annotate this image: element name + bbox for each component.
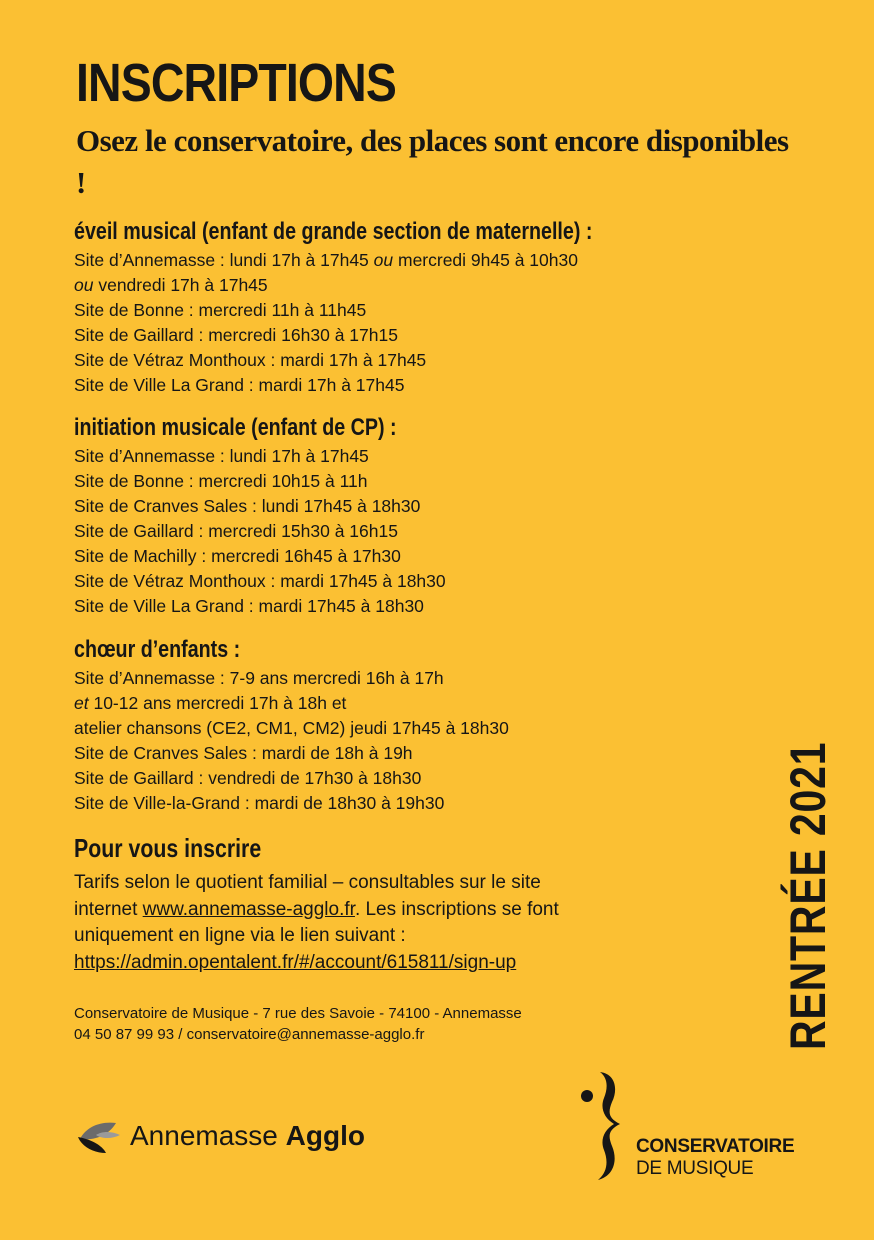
schedule-line: et 10-12 ans mercredi 17h à 18h et [74, 693, 347, 713]
schedule-line: ou vendredi 17h à 17h45 [74, 275, 268, 295]
annemasse-agglo-logo [76, 1117, 365, 1155]
conservatoire-wordmark-line1: CONSERVATOIRE [636, 1136, 795, 1157]
conservatoire-wordmark-line2: DE MUSIQUE [636, 1158, 754, 1179]
schedule-line: Site de Bonne : mercredi 11h à 11h45 [74, 300, 367, 320]
website-link[interactable]: www.annemasse-agglo.fr [142, 898, 355, 920]
schedule-line: Site d’Annemasse : 7-9 ans mercredi 16h à 17h [74, 668, 444, 688]
annemasse-leaf-icon [76, 1117, 122, 1155]
schedule-line: Site de Gaillard : mercredi 16h30 à 17h15 [74, 325, 398, 345]
vertical-label: RENTRÉE 2021 [780, 741, 836, 1050]
schedule-line: Site de Ville La Grand : mardi 17h45 à 18h30 [74, 596, 424, 616]
section-register [74, 834, 734, 976]
register-text [74, 950, 734, 977]
schedule-line: Site d’Annemasse : lundi 17h à 17h45 ou mercredi 9h45 à 10h30 [74, 250, 578, 270]
schedule-line: Site de Machilly : mercredi 16h45 à 17h30 [74, 546, 401, 566]
schedule-line: Site de Ville La Grand : mardi 17h à 17h45 [74, 375, 405, 395]
annemasse-agglo-wordmark: Annemasse Agglo [130, 1120, 365, 1151]
section-heading: initiation musicale (enfant de CP) : [74, 414, 397, 441]
section-eveil-musical [74, 218, 714, 398]
schedule-line: Site de Bonne : mercredi 10h15 à 11h [74, 471, 368, 491]
schedule-line: atelier chansons (CE2, CM1, CM2) jeudi 17h45 à 18h30 [74, 718, 509, 738]
schedule-line: Site de Vétraz Monthoux : mardi 17h à 17h45 [74, 350, 427, 370]
section-initiation-musicale [74, 414, 714, 619]
section-heading: Pour vous inscrire [74, 833, 262, 863]
schedule-line: Site de Cranves Sales : lundi 17h45 à 18h30 [74, 496, 421, 516]
conservatoire-brace-icon [578, 1068, 638, 1189]
contact-info [74, 1003, 522, 1045]
schedule-line: Site de Gaillard : vendredi de 17h30 à 18h30 [74, 768, 422, 788]
page-title: INSCRIPTIONS [76, 53, 396, 113]
contact-phone-email: 04 50 87 99 93 / conservatoire@annemasse-agglo.fr [74, 1026, 425, 1043]
section-choeur-enfants [74, 636, 714, 816]
schedule-line: Site de Vétraz Monthoux : mardi 17h45 à 18h30 [74, 571, 446, 591]
section-heading: chœur d’enfants : [74, 636, 241, 663]
schedule-line: Site d’Annemasse : lundi 17h à 17h45 [74, 446, 369, 466]
register-text: uniquement en ligne via le lien suivant : [74, 925, 406, 946]
page-subtitle: Osez le conservatoire, des places sont encore disponibles ! [76, 123, 789, 200]
register-text: internet www.annemasse-agglo.fr. Les inscriptions se font [74, 898, 559, 920]
schedule-line: Site de Ville-la-Grand : mardi de 18h30 à 19h30 [74, 793, 445, 813]
schedule-line: Site de Cranves Sales : mardi de 18h à 19h [74, 743, 413, 763]
schedule-line: Site de Gaillard : mercredi 15h30 à 16h15 [74, 521, 398, 541]
section-heading: éveil musical (enfant de grande section de maternelle) : [74, 218, 593, 245]
signup-link[interactable]: https://admin.opentalent.fr/#/account/615811/sign-up [74, 951, 517, 973]
register-text: Tarifs selon le quotient familial – consultables sur le site [74, 872, 541, 893]
contact-address: Conservatoire de Musique - 7 rue des Savoie - 74100 - Annemasse [74, 1005, 522, 1022]
